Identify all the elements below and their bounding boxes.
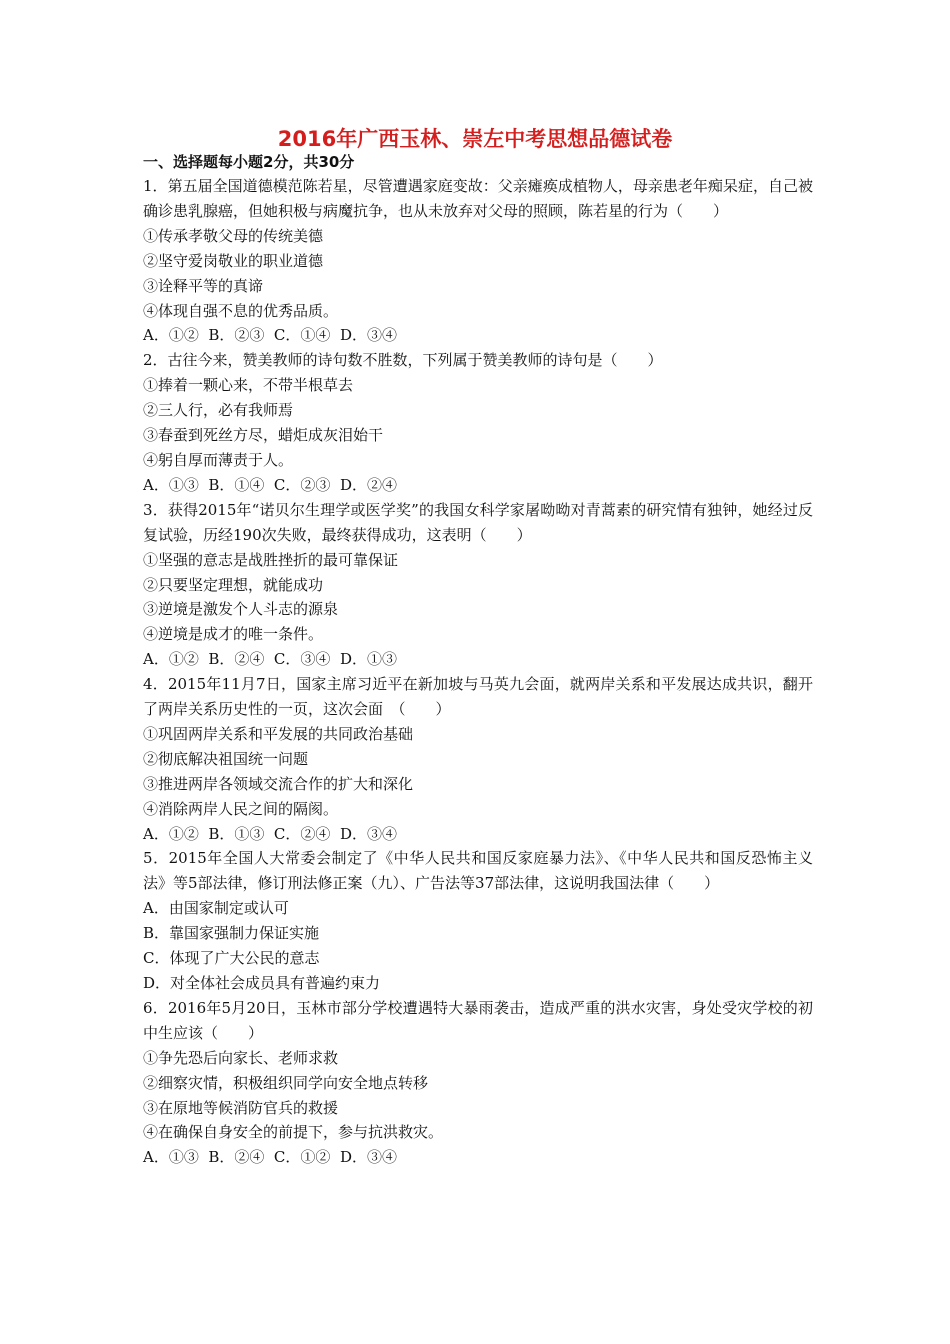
question-1	[143, 174, 813, 348]
question-option: ②坚守爱岗敬业的职业道德	[143, 251, 324, 270]
question-4	[143, 672, 813, 846]
question-stem: 5．2015年全国人大常委会制定了《中华人民共和国反家庭暴力法》、《中华人民共和国反恐怖主义法》等5部法律，修订刑法修正案（九）、广告法等37部法律，这说明我国法律（ ）	[143, 849, 813, 893]
question-option: ④逆境是成才的唯一条件。	[143, 625, 324, 644]
exam-content	[143, 150, 813, 1170]
question-option: A．由国家制定或认可	[143, 899, 289, 918]
question-stem: 3．获得2015年“诺贝尔生理学或医学奖”的我国女科学家屠呦呦对青蒿素的研究情有独钟，她经过反复试验，历经190次失败，最终获得成功，这表明（ ）	[143, 500, 813, 544]
question-6	[143, 996, 813, 1170]
question-stem: 1．第五届全国道德模范陈若星，尽管遭遇家庭变故：父亲瘫痪成植物人，母亲患老年痴呆症，自己被确诊患乳腺癌，但她积极与病魔抗争，也从未放弃对父母的照顾，陈若星的行为（ ）	[143, 177, 813, 220]
question-5	[143, 846, 813, 995]
question-option: ①捧着一颗心来，不带半根草去	[143, 376, 354, 395]
question-2	[143, 348, 813, 497]
answer-choices: A．①③ B．②④ C．①② D．③④	[143, 1148, 397, 1167]
question-option: ②只要坚定理想，就能成功	[143, 575, 324, 594]
question-option: ③诠释平等的真谛	[143, 276, 264, 295]
question-option: ③推进两岸各领域交流合作的扩大和深化	[143, 774, 414, 793]
answer-choices: A．①② B．②④ C．③④ D．①③	[143, 650, 397, 669]
question-option: ①争先恐后向家长、老师求救	[143, 1048, 339, 1067]
question-option: D．对全体社会成员具有普遍约束力	[143, 974, 381, 992]
question-stem: 6．2016年5月20日，玉林市部分学校遭遇特大暴雨袭击，造成严重的洪水灾害，身处受灾学校的初中生应该（ ）	[143, 998, 813, 1042]
question-option: ③逆境是激发个人斗志的源泉	[143, 600, 339, 619]
question-stem: 4．2015年11月7日，国家主席习近平在新加坡与马英九会面，就两岸关系和平发展达成共识，翻开了两岸关系历史性的一页，这次会面 （ ）	[143, 675, 813, 719]
question-option: ②细察灾情，积极组织同学向安全地点转移	[143, 1073, 429, 1092]
question-option: ④在确保自身安全的前提下，参与抗洪救灾。	[143, 1123, 444, 1142]
question-option: ④躬自厚而薄责于人。	[143, 450, 294, 469]
question-3	[143, 498, 813, 672]
question-option: ①传承孝敬父母的传统美德	[143, 226, 324, 245]
question-option: ③春蚕到死丝方尽，蜡炬成灰泪始干	[143, 426, 384, 445]
question-option: ①坚强的意志是战胜挫折的最可靠保证	[143, 550, 399, 569]
question-option: ④体现自强不息的优秀品质。	[143, 301, 339, 320]
section-heading: 一、选择题每小题2分，共30分	[143, 153, 355, 171]
question-option: ②三人行，必有我师焉	[143, 401, 294, 420]
question-option: ①巩固两岸关系和平发展的共同政治基础	[143, 724, 414, 743]
question-option: C．体现了广大公民的意志	[143, 949, 320, 968]
question-option: B．靠国家强制力保证实施	[143, 924, 320, 943]
question-stem: 2．古往今来，赞美教师的诗句数不胜数，下列属于赞美教师的诗句是（ ）	[143, 351, 663, 370]
answer-choices: A．①③ B．①④ C．②③ D．②④	[143, 475, 397, 494]
exam-title: 2016年广西玉林、崇左中考思想品德试卷	[277, 127, 673, 151]
question-option: ④消除两岸人民之间的隔阂。	[143, 799, 339, 818]
answer-choices: A．①② B．②③ C．①④ D．③④	[143, 326, 397, 345]
question-option: ②彻底解决祖国统一问题	[143, 749, 309, 768]
answer-choices: A．①② B．①③ C．②④ D．③④	[143, 824, 397, 843]
question-option: ③在原地等候消防官兵的救援	[143, 1098, 339, 1117]
